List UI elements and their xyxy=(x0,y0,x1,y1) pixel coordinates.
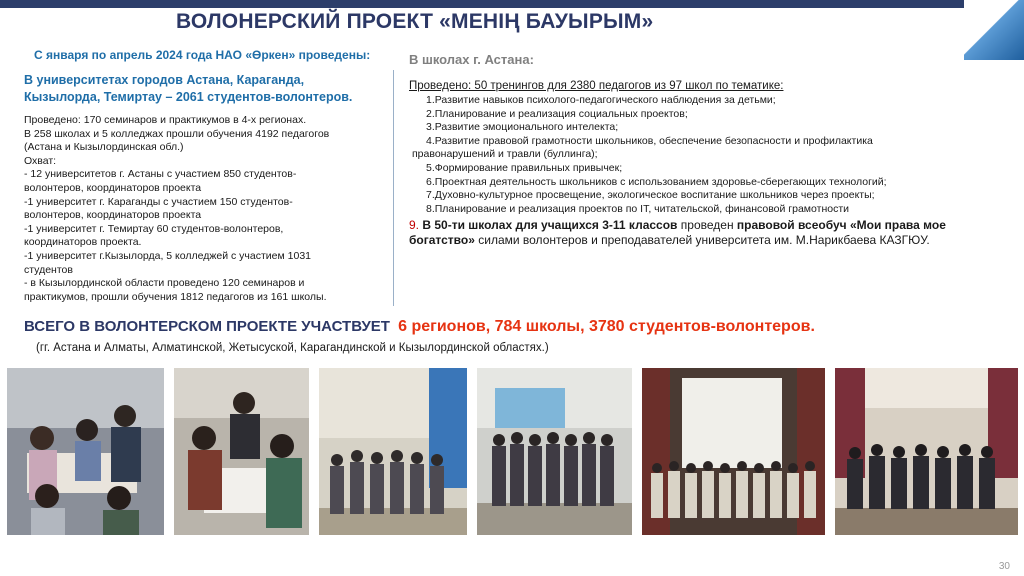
left-line: - в Кызылординской области проведено 120 семинаров и xyxy=(24,277,305,290)
summary-line xyxy=(24,318,815,336)
left-column xyxy=(24,48,384,304)
left-line: практикумов, прошли обучения 1812 педагогов из 161 школы. xyxy=(24,290,327,303)
left-line: координаторов проекта. xyxy=(24,236,142,249)
summary-regions: (гг. Астана и Алматы, Алматинской, Жетысуской, Карагандинской и Кызылординской областях.) xyxy=(36,342,549,354)
left-subheader-line-1: В университетах городов Астана, Караганда, xyxy=(24,73,305,87)
topic-item: 6.Проектная деятельность школьников с использованием здоровье-сберегающих технологий; xyxy=(426,175,887,188)
right-intro: Проведено: 50 тренингов для 2380 педагогов из 97 школ по тематике: xyxy=(409,80,784,92)
topic-item: 5.Формирование правильных привычек; xyxy=(426,161,623,174)
topic-item: 7.Духовно-культурное просвещение, экологическое воспитание школьников через проекты; xyxy=(426,189,875,202)
left-line: (Астана и Кызылординская обл.) xyxy=(24,141,184,154)
left-line: волонтеров, координаторов проекта xyxy=(24,209,202,222)
photo-conference-group xyxy=(642,368,825,535)
topic-list xyxy=(409,94,969,216)
left-header: С января по апрель 2024 года НАО «Өркен» проведены: xyxy=(34,48,371,62)
left-subheader-line-2: Кызылорда, Темиртау – 2061 студентов-волонтеров. xyxy=(24,90,353,104)
summary-highlight: 6 регионов, 784 школы, 3780 студентов-волонтеров. xyxy=(398,318,815,335)
photo-auditorium-group xyxy=(835,368,1018,535)
corner-decoration xyxy=(964,0,1024,60)
left-body xyxy=(24,114,384,304)
item-9-mid: проведен xyxy=(677,218,737,233)
photo-hall-group xyxy=(319,368,467,535)
item-9-number: 9. xyxy=(409,218,423,233)
photo-students-working xyxy=(7,368,164,535)
summary-lead: ВСЕГО В ВОЛОНТЕРСКОМ ПРОЕКТЕ УЧАСТВУЕТ xyxy=(24,318,390,335)
left-line: Охват: xyxy=(24,154,57,167)
topic-item: 2.Планирование и реализация социальных проектов; xyxy=(426,107,688,120)
item-9-paragraph xyxy=(409,218,969,248)
photo-classroom-group xyxy=(477,368,632,535)
item-9-bold-2: правовой всеобуч «Мои права мое богатство» xyxy=(409,218,946,248)
right-column xyxy=(409,52,969,248)
photo-drawing-session xyxy=(174,368,309,535)
left-line: волонтеров, координаторов проекта xyxy=(24,181,202,194)
item-9-bold-1: В 50-ти школах для учащихся 3-11 классов xyxy=(422,218,678,233)
left-subheader xyxy=(24,72,384,106)
page-number: 30 xyxy=(998,561,1010,572)
left-line: -1 университет г.Кызылорда, 5 колледжей с участием 1031 xyxy=(24,249,312,262)
topic-item-continuation: правонарушений и травли (буллинга); xyxy=(412,148,598,161)
item-9-rest: силами волонтеров и преподавателей университета им. М.Нарикбаева КАЗГЮУ. xyxy=(474,233,930,248)
left-line: В 258 школах и 5 колледжах прошли обучения 4192 педагогов xyxy=(24,127,330,140)
topic-item: 4.Развитие правовой грамотности школьников, обеспечение безопасности и профилактика xyxy=(426,134,873,147)
slide-title: ВОЛОНЕРСКИЙ ПРОЕКТ «МЕНІҢ БАУЫРЫМ» xyxy=(176,10,654,33)
left-line: - 12 университетов г. Астаны с участием 850 студентов- xyxy=(24,168,297,181)
topic-item: 3.Развитие эмоционального интелекта; xyxy=(426,121,619,134)
left-line: -1 университет г. Караганды с участием 150 студентов- xyxy=(24,195,293,208)
left-line: студентов xyxy=(24,263,73,276)
topic-item: 8.Планирование и реализация проектов по IT, читательской, финансовой грамотности xyxy=(426,202,850,215)
top-bar xyxy=(0,0,1024,8)
topic-item: 1.Развитие навыков психолого-педагогического наблюдения за детьми; xyxy=(426,94,776,106)
right-header: В школах г. Астана: xyxy=(409,52,534,67)
left-line: Проведено: 170 семинаров и практикумов в 4-х регионах. xyxy=(24,114,307,126)
column-divider xyxy=(393,70,394,306)
left-line: -1 университет г. Темиртау 60 студентов-волонтеров, xyxy=(24,222,284,235)
